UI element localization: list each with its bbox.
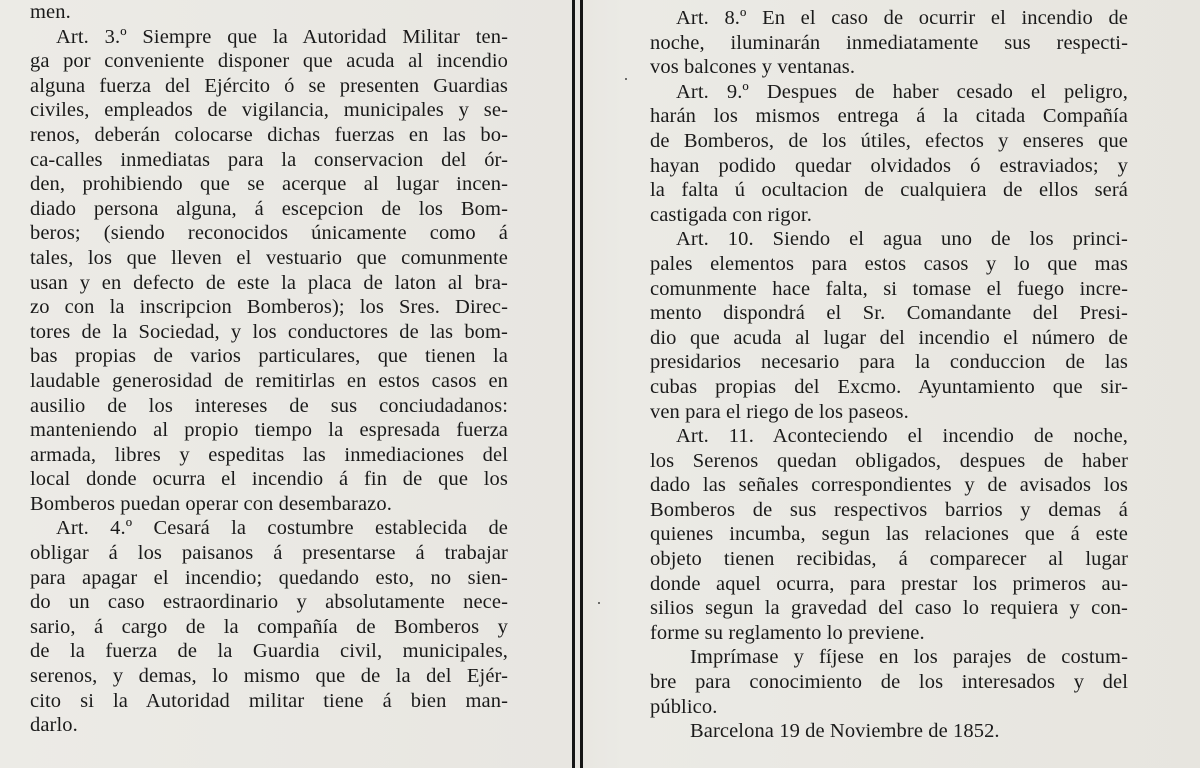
text-line: den, prohibiendo que se acerque al lugar incen- [30,173,508,196]
text-line: ca-calles inmediatas para la conservacion del ór- [30,148,508,171]
text-line: quienes incumba, segun las relaciones que á este [650,523,1128,546]
text-line: ven para el riego de los paseos. [650,400,909,423]
text-line: los Serenos quedan obligados, despues de haber [650,449,1128,472]
place-date-line: Barcelona 19 de Noviembre de 1852. [690,720,1000,743]
text-line: alguna fuerza del Ejército ó se presenten Guardias [30,74,508,97]
text-line: laudable generosidad de remitirlas en estos casos en [30,369,508,392]
text-line: sario, á cargo de la compañía de Bomberos y [30,615,508,638]
article-8-heading-line: Art. 8.º En el caso de ocurrir el incendio de [676,7,1128,29]
article-11-heading-line: Art. 11. Aconteciendo el incendio de noche, [676,425,1128,448]
text-line: armada, libres y espeditas las inmediaciones del [30,443,508,466]
text-line: tores de la Sociedad, y los conductores de las bom- [30,320,508,343]
text-line: civiles, empleados de vigilancia, municipales y se- [30,99,508,122]
column-divider-rule [572,0,575,768]
text-line: para apagar el incendio; quedando esto, no sien- [30,566,508,589]
text-line: forme su reglamento lo previene. [650,621,925,644]
text-line: pales elementos para estos casos y lo que mas [650,252,1128,275]
text-line: de Bomberos, de los útiles, efectos y enseres que [650,129,1128,152]
text-line: cubas propias del Excmo. Ayuntamiento que sir- [650,375,1128,398]
text-line: cito si la Autoridad militar tiene á bien man- [30,689,508,712]
text-line: objeto tienen recibidas, á comparecer al lugar [650,548,1128,571]
text-line: local donde ocurra el incendio á fin de que los [30,468,508,491]
text-line: hayan podido quedar olvidados ó estraviados; y [650,154,1128,177]
text-line: público. [650,695,718,718]
article-10-heading-line: Art. 10. Siendo el agua uno de los princi- [676,228,1128,251]
text-line: obligar á los paisanos á presentarse á trabajar [30,542,508,565]
text-line: beros; (siendo reconocidos únicamente como á [30,222,508,245]
text-line: donde aquel ocurra, para prestar los primeros au- [650,572,1128,595]
text-line: serenos, y demas, lo mismo que de la del Ejér- [30,665,508,688]
text-line: Bomberos de sus respectivos barrios y demas á [650,498,1128,521]
text-line: la falta ú ocultacion de cualquiera de ellos será [650,179,1128,202]
text-line: bas propias de varios particulares, que tienen la [30,345,508,368]
text-line: ausilio de los intereses de sus conciudadanos: [30,394,508,417]
text-line: dio que acuda al lugar del incendio el número de [650,326,1128,349]
text-line: dado las señales correspondientes y de avisados los [650,474,1128,497]
text-line: men. [30,1,71,23]
left-text-column [30,0,508,738]
decree-line: Imprímase y fíjese en los parajes de costum- [690,646,1128,669]
text-line: usan y en defecto de este la placa de laton al bra- [30,271,508,294]
text-line: Bomberos puedan operar con desembarazo. [30,492,392,515]
text-line: do un caso estraordinario y absolutamente nece- [30,591,508,614]
text-line: ga por conveniente disponer que acuda al incendio [30,50,508,73]
text-line: manteniendo al propio tiempo la espresada fuerza [30,419,508,442]
article-3-heading-line: Art. 3.º Siempre que la Autoridad Militar ten- [56,25,508,48]
text-line: harán los mismos entrega á la citada Compañía [650,105,1128,128]
text-line: noche, iluminarán inmediatamente sus respecti- [650,31,1128,54]
paper-speck [598,602,600,604]
text-line: zo con la inscripcion Bomberos); los Sres. Direc- [30,296,508,319]
article-4-heading-line: Art. 4.º Cesará la costumbre establecida de [56,517,508,540]
text-line: comunmente hace falta, si tomase el fuego incre- [650,277,1128,300]
text-line: darlo. [30,714,78,737]
text-line: bre para conocimiento de los interesados y del [650,671,1128,694]
text-line: castigada con rigor. [650,203,812,226]
text-line: presidarios necesario para la conduccion de las [650,351,1128,374]
text-line: renos, deberán colocarse dichas fuerzas en las bo- [30,123,508,146]
text-line: vos balcones y ventanas. [650,56,856,79]
text-line: de la fuerza de la Guardia civil, municipales, [30,640,508,663]
text-line: diado persona alguna, á escepcion de los Bom- [30,197,508,220]
text-line: mento dispondrá el Sr. Comandante del Presi- [650,302,1128,325]
article-9-heading-line: Art. 9.º Despues de haber cesado el peligro, [676,80,1128,103]
text-line: silios segun la gravedad del caso lo requiera y con- [650,597,1128,620]
right-text-column [650,6,1128,744]
column-divider-rule [580,0,583,768]
text-line: tales, los que lleven el vestuario que comunmente [30,246,508,269]
paper-speck [625,78,627,80]
